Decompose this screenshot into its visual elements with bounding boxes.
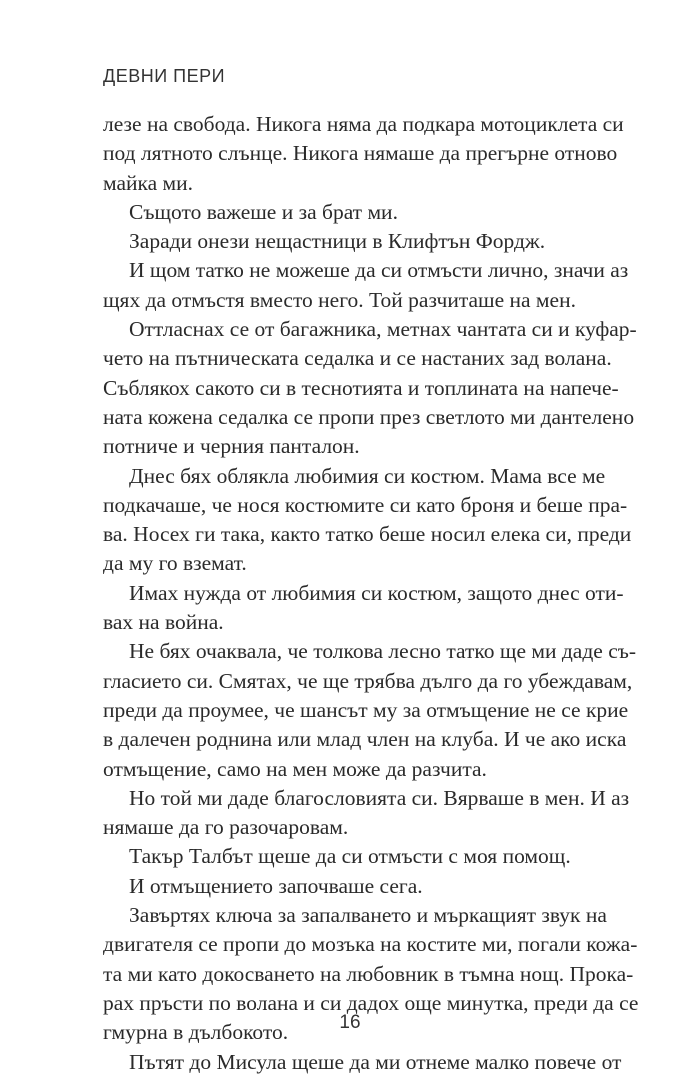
text-line: И отмъщението започваше сега. bbox=[129, 873, 423, 898]
text-line: лезе на свобода. Никога няма да подкара мотоциклета си bbox=[103, 112, 624, 136]
body-text bbox=[103, 110, 639, 1077]
text-line: вах на война. bbox=[103, 610, 224, 635]
text-line: та ми като докосването на любовник в тъмна нощ. Прока- bbox=[103, 961, 634, 986]
paragraph bbox=[103, 462, 632, 579]
text-line: да му го вземат. bbox=[103, 551, 247, 576]
text-line: Пътят до Мисула щеше да ми отнеме малко повече от bbox=[129, 1049, 622, 1074]
text-line: чето на пътническата седалка и се настаних зад волана. bbox=[103, 346, 612, 371]
text-line: нямаше да го разочаровам. bbox=[103, 815, 349, 840]
text-line: Не бях очаквала, че толкова лесно татко ще ми даде съ- bbox=[129, 639, 637, 664]
paragraph bbox=[103, 842, 595, 871]
text-line: потниче и черния панталон. bbox=[103, 434, 360, 459]
paragraph bbox=[103, 198, 595, 227]
paragraph bbox=[103, 637, 637, 783]
text-line: подкачаше, че нося костюмите си като броня и беше пра- bbox=[103, 492, 628, 517]
paragraph bbox=[103, 110, 624, 198]
text-line: в далечен роднина или млад член на клуба. И че ако иска bbox=[103, 727, 627, 752]
text-line: рах пръсти по волана и си дадох още минутка, преди да се bbox=[103, 990, 639, 1015]
text-line: гласието си. Смятах, че ще трябва дълго да го убеждавам, bbox=[103, 668, 633, 693]
text-line: двигателя се пропи до мозъка на костите ми, погали кожа- bbox=[103, 932, 638, 957]
text-line: под лятното слънце. Никога нямаше да прегърне отново bbox=[103, 141, 618, 166]
page-number: 16 bbox=[339, 1012, 361, 1033]
text-line: Такър Талбът щеше да си отмъсти с моя помощ. bbox=[129, 844, 571, 869]
text-line: ната кожена седалка се пропи през светлото ми дантелено bbox=[103, 404, 635, 429]
text-line: ва. Носех ги така, както татко беше носил елека си, преди bbox=[103, 522, 632, 547]
paragraph bbox=[103, 227, 595, 256]
paragraph bbox=[103, 256, 629, 315]
paragraph bbox=[103, 784, 630, 843]
text-line: Но той ми даде благословията си. Вярваше в мен. И аз bbox=[129, 785, 630, 810]
text-line: Оттласнах се от багажника, метнах чантата си и куфар- bbox=[129, 317, 637, 342]
text-line: преди да проумее, че шансът му за отмъщение не се крие bbox=[103, 697, 629, 722]
text-line: Днес бях облякла любимия си костюм. Мама все ме bbox=[129, 463, 606, 488]
text-line: И щом татко не можеше да си отмъсти лично, значи аз bbox=[129, 258, 629, 283]
text-line: майка ми. bbox=[103, 170, 194, 195]
paragraph bbox=[103, 579, 624, 638]
text-line: щях да отмъстя вместо него. Той разчиташе на мен. bbox=[103, 287, 576, 312]
text-line: Съблякох сакото си в теснотията и топлината на напече- bbox=[103, 375, 619, 400]
paragraph bbox=[103, 1048, 622, 1077]
running-header-title: ДЕВНИ ПЕРИ bbox=[103, 66, 226, 86]
text-line: отмъщение, само на мен може да разчита. bbox=[103, 756, 487, 781]
paragraph bbox=[103, 315, 637, 461]
text-line: Същото важеше и за брат ми. bbox=[129, 199, 398, 224]
text-line: Имах нужда от любимия си костюм, защото днес оти- bbox=[129, 580, 624, 605]
text-line: гмурна в дълбокото. bbox=[103, 1020, 289, 1045]
text-line: Завъртях ключа за запалването и мъркащият звук на bbox=[129, 903, 607, 928]
text-line: Заради онези нещастници в Клифтън Фордж. bbox=[129, 229, 546, 254]
paragraph bbox=[103, 872, 595, 901]
